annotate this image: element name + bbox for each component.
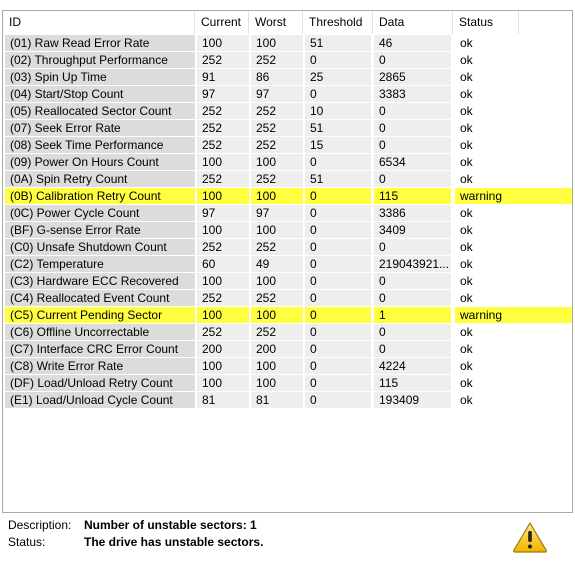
cell-id: (DF) Load/Unload Retry Count xyxy=(5,375,195,391)
cell-threshold: 0 xyxy=(305,341,371,357)
cell-current: 100 xyxy=(197,375,249,391)
table-row[interactable] xyxy=(3,307,572,324)
cell-id: (C5) Current Pending Sector xyxy=(5,307,195,323)
cell-status: ok xyxy=(460,155,473,169)
cell-threshold: 0 xyxy=(305,358,371,374)
cell-current: 252 xyxy=(197,120,249,136)
table-row[interactable] xyxy=(3,137,572,154)
cell-id: (C0) Unsafe Shutdown Count xyxy=(5,239,195,255)
status-label: Status: xyxy=(8,535,46,549)
cell-threshold: 0 xyxy=(305,86,371,102)
cell-threshold: 0 xyxy=(305,205,371,221)
cell-threshold: 0 xyxy=(305,324,371,340)
status-value: The drive has unstable sectors. xyxy=(84,535,264,549)
cell-threshold: 0 xyxy=(305,52,371,68)
table-row[interactable] xyxy=(3,341,572,358)
cell-id: (0B) Calibration Retry Count xyxy=(5,188,195,204)
cell-id: (C6) Offline Uncorrectable xyxy=(5,324,195,340)
cell-worst: 100 xyxy=(251,358,303,374)
cell-data: 2865 xyxy=(374,69,451,85)
cell-current: 100 xyxy=(197,358,249,374)
cell-data: 4224 xyxy=(374,358,451,374)
row-highlight-fill xyxy=(519,188,573,204)
cell-data: 219043921... xyxy=(374,256,451,272)
list-header xyxy=(3,11,572,34)
cell-threshold: 0 xyxy=(305,307,371,323)
table-row[interactable] xyxy=(3,154,572,171)
cell-data: 6534 xyxy=(374,154,451,170)
cell-status: ok xyxy=(460,138,473,152)
cell-current: 100 xyxy=(197,154,249,170)
cell-status: ok xyxy=(460,70,473,84)
cell-status: ok xyxy=(460,36,473,50)
cell-status: ok xyxy=(460,121,473,135)
cell-data: 193409 xyxy=(374,392,451,408)
smart-attributes-list[interactable] xyxy=(2,10,573,513)
cell-status: ok xyxy=(460,393,473,407)
cell-current: 97 xyxy=(197,86,249,102)
cell-worst: 100 xyxy=(251,307,303,323)
column-header-threshold[interactable]: Threshold xyxy=(303,11,373,34)
cell-id: (0A) Spin Retry Count xyxy=(5,171,195,187)
cell-worst: 100 xyxy=(251,154,303,170)
cell-current: 100 xyxy=(197,307,249,323)
table-row[interactable] xyxy=(3,86,572,103)
cell-data: 115 xyxy=(374,375,451,391)
column-header-current[interactable]: Current xyxy=(195,11,249,34)
cell-worst: 97 xyxy=(251,86,303,102)
column-header-id[interactable]: ID xyxy=(3,11,195,34)
table-row[interactable] xyxy=(3,324,572,341)
cell-id: (02) Throughput Performance xyxy=(5,52,195,68)
cell-worst: 252 xyxy=(251,239,303,255)
cell-current: 252 xyxy=(197,137,249,153)
cell-current: 60 xyxy=(197,256,249,272)
cell-worst: 81 xyxy=(251,392,303,408)
cell-worst: 252 xyxy=(251,290,303,306)
cell-worst: 252 xyxy=(251,52,303,68)
cell-status: ok xyxy=(460,257,473,271)
cell-data: 0 xyxy=(374,52,451,68)
cell-threshold: 0 xyxy=(305,188,371,204)
cell-current: 252 xyxy=(197,239,249,255)
cell-data: 0 xyxy=(374,171,451,187)
cell-status: ok xyxy=(460,325,473,339)
cell-worst: 100 xyxy=(251,222,303,238)
cell-threshold: 0 xyxy=(305,290,371,306)
cell-worst: 100 xyxy=(251,188,303,204)
column-header-worst[interactable]: Worst xyxy=(249,11,303,34)
cell-data: 0 xyxy=(374,239,451,255)
warning-triangle-icon xyxy=(512,521,548,553)
table-row[interactable] xyxy=(3,290,572,307)
cell-threshold: 51 xyxy=(305,171,371,187)
cell-threshold: 51 xyxy=(305,35,371,51)
cell-id: (C7) Interface CRC Error Count xyxy=(5,341,195,357)
cell-worst: 49 xyxy=(251,256,303,272)
table-row[interactable] xyxy=(3,256,572,273)
table-row[interactable] xyxy=(3,35,572,52)
cell-data: 0 xyxy=(374,341,451,357)
cell-worst: 252 xyxy=(251,120,303,136)
cell-threshold: 0 xyxy=(305,375,371,391)
table-row[interactable] xyxy=(3,69,572,86)
table-row[interactable] xyxy=(3,273,572,290)
cell-id: (C3) Hardware ECC Recovered xyxy=(5,273,195,289)
cell-current: 252 xyxy=(197,290,249,306)
cell-data: 1 xyxy=(374,307,451,323)
cell-current: 91 xyxy=(197,69,249,85)
cell-data: 0 xyxy=(374,120,451,136)
cell-data: 115 xyxy=(374,188,451,204)
description-label: Description: xyxy=(8,518,72,532)
cell-threshold: 0 xyxy=(305,222,371,238)
table-row[interactable] xyxy=(3,171,572,188)
cell-worst: 100 xyxy=(251,375,303,391)
cell-status: ok xyxy=(460,376,473,390)
row-highlight-fill xyxy=(519,307,573,323)
cell-data: 46 xyxy=(374,35,451,51)
cell-id: (08) Seek Time Performance xyxy=(5,137,195,153)
cell-id: (BF) G-sense Error Rate xyxy=(5,222,195,238)
table-row[interactable] xyxy=(3,188,572,205)
cell-threshold: 0 xyxy=(305,273,371,289)
cell-worst: 252 xyxy=(251,324,303,340)
cell-id: (E1) Load/Unload Cycle Count xyxy=(5,392,195,408)
cell-status: ok xyxy=(460,342,473,356)
cell-current: 252 xyxy=(197,171,249,187)
table-row[interactable] xyxy=(3,222,572,239)
cell-worst: 252 xyxy=(251,137,303,153)
cell-status: ok xyxy=(460,274,473,288)
cell-id: (C4) Reallocated Event Count xyxy=(5,290,195,306)
cell-worst: 252 xyxy=(251,103,303,119)
cell-status: ok xyxy=(460,172,473,186)
cell-current: 100 xyxy=(197,188,249,204)
cell-data: 3383 xyxy=(374,86,451,102)
cell-status: ok xyxy=(460,206,473,220)
cell-data: 0 xyxy=(374,273,451,289)
column-header-status[interactable]: Status xyxy=(453,11,519,34)
description-value: Number of unstable sectors: 1 xyxy=(84,518,257,532)
table-row[interactable] xyxy=(3,358,572,375)
cell-current: 252 xyxy=(197,324,249,340)
cell-data: 0 xyxy=(374,103,451,119)
cell-status: warning xyxy=(455,307,519,323)
cell-worst: 86 xyxy=(251,69,303,85)
cell-data: 0 xyxy=(374,290,451,306)
cell-current: 100 xyxy=(197,273,249,289)
cell-status: ok xyxy=(460,223,473,237)
cell-id: (C2) Temperature xyxy=(5,256,195,272)
cell-id: (04) Start/Stop Count xyxy=(5,86,195,102)
cell-status: ok xyxy=(460,240,473,254)
table-row[interactable] xyxy=(3,239,572,256)
cell-id: (C8) Write Error Rate xyxy=(5,358,195,374)
cell-id: (07) Seek Error Rate xyxy=(5,120,195,136)
cell-worst: 100 xyxy=(251,35,303,51)
cell-id: (0C) Power Cycle Count xyxy=(5,205,195,221)
cell-id: (09) Power On Hours Count xyxy=(5,154,195,170)
column-header-data[interactable]: Data xyxy=(373,11,453,34)
cell-id: (05) Reallocated Sector Count xyxy=(5,103,195,119)
cell-threshold: 25 xyxy=(305,69,371,85)
cell-current: 252 xyxy=(197,52,249,68)
cell-current: 97 xyxy=(197,205,249,221)
cell-current: 100 xyxy=(197,222,249,238)
cell-current: 200 xyxy=(197,341,249,357)
cell-status: ok xyxy=(460,359,473,373)
cell-threshold: 0 xyxy=(305,256,371,272)
cell-worst: 200 xyxy=(251,341,303,357)
cell-current: 252 xyxy=(197,103,249,119)
cell-status: ok xyxy=(460,53,473,67)
table-row[interactable] xyxy=(3,205,572,222)
table-row[interactable] xyxy=(3,103,572,120)
cell-threshold: 0 xyxy=(305,154,371,170)
cell-threshold: 51 xyxy=(305,120,371,136)
cell-current: 81 xyxy=(197,392,249,408)
table-row[interactable] xyxy=(3,375,572,392)
cell-threshold: 0 xyxy=(305,392,371,408)
cell-status: ok xyxy=(460,104,473,118)
cell-worst: 252 xyxy=(251,171,303,187)
table-row[interactable] xyxy=(3,120,572,137)
cell-data: 3386 xyxy=(374,205,451,221)
table-row[interactable] xyxy=(3,392,572,409)
cell-threshold: 10 xyxy=(305,103,371,119)
cell-id: (03) Spin Up Time xyxy=(5,69,195,85)
cell-threshold: 15 xyxy=(305,137,371,153)
cell-data: 3409 xyxy=(374,222,451,238)
cell-status: warning xyxy=(455,188,519,204)
cell-status: ok xyxy=(460,291,473,305)
cell-status: ok xyxy=(460,87,473,101)
cell-threshold: 0 xyxy=(305,239,371,255)
cell-id: (01) Raw Read Error Rate xyxy=(5,35,195,51)
cell-data: 0 xyxy=(374,324,451,340)
details-footer xyxy=(8,518,568,558)
table-row[interactable] xyxy=(3,52,572,69)
cell-worst: 100 xyxy=(251,273,303,289)
cell-current: 100 xyxy=(197,35,249,51)
cell-data: 0 xyxy=(374,137,451,153)
cell-worst: 97 xyxy=(251,205,303,221)
